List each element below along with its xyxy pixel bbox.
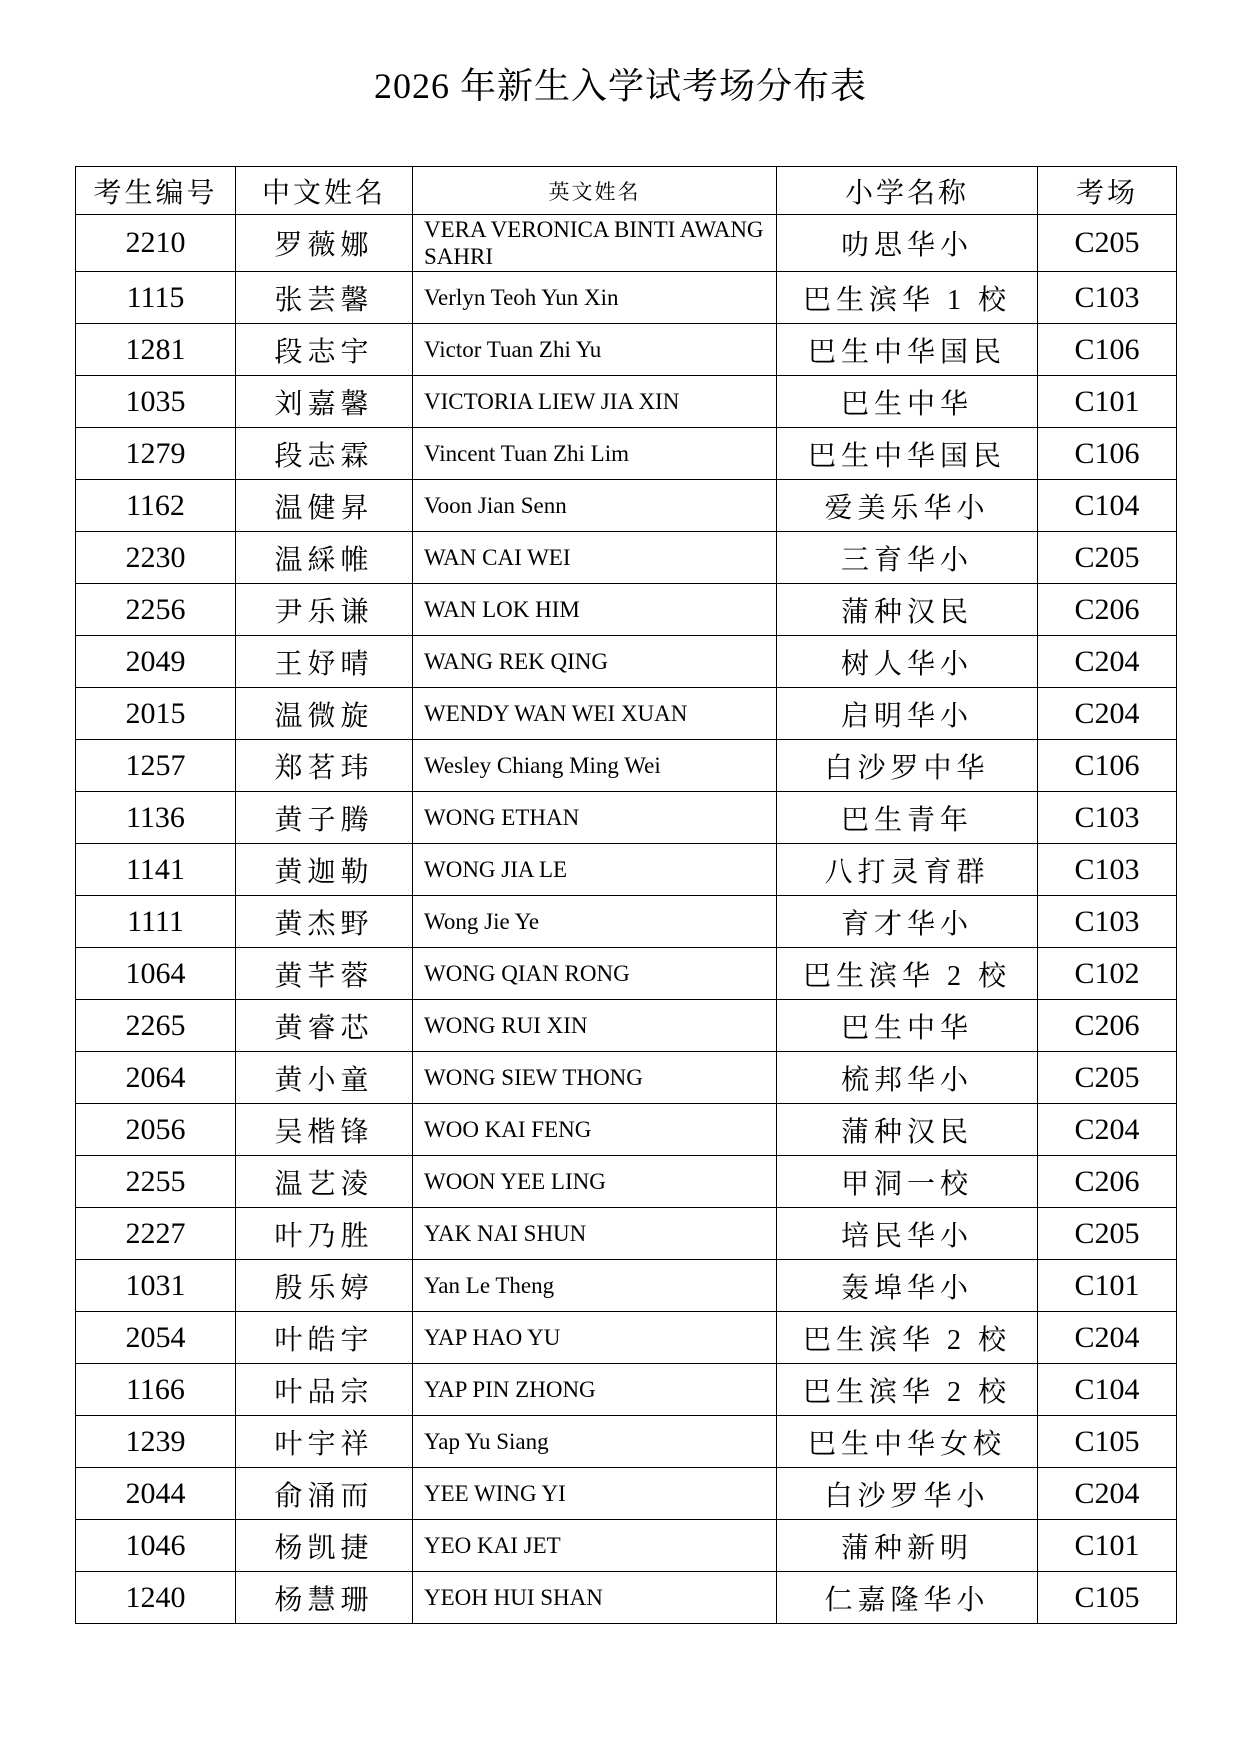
cell-chinese-name: 尹乐谦 [236,584,413,636]
cell-english-name: WONG JIA LE [413,844,777,896]
cell-exam-room: C103 [1038,844,1177,896]
cell-school-name: 巴生中华 [777,1000,1038,1052]
table-row [76,844,1177,896]
table-row [76,1156,1177,1208]
cell-candidate-number: 2015 [76,688,236,740]
cell-english-name: Wesley Chiang Ming Wei [413,740,777,792]
table-row [76,1000,1177,1052]
cell-candidate-number: 2056 [76,1104,236,1156]
cell-candidate-number: 1136 [76,792,236,844]
cell-english-name: Wong Jie Ye [413,896,777,948]
cell-chinese-name: 杨凯捷 [236,1520,413,1572]
cell-exam-room: C106 [1038,428,1177,480]
cell-candidate-number: 1257 [76,740,236,792]
table-row [76,1312,1177,1364]
cell-english-name: Yan Le Theng [413,1260,777,1312]
header-school-name: 小学名称 [777,167,1038,215]
cell-chinese-name: 刘嘉馨 [236,376,413,428]
cell-chinese-name: 王妤晴 [236,636,413,688]
cell-chinese-name: 温微旋 [236,688,413,740]
cell-exam-room: C105 [1038,1572,1177,1624]
header-english-name: 英文姓名 [413,167,777,215]
table-row [76,428,1177,480]
cell-chinese-name: 叶乃胜 [236,1208,413,1260]
table-row [76,1104,1177,1156]
cell-school-name: 巴生滨华 2 校 [777,1312,1038,1364]
cell-chinese-name: 郑茗玮 [236,740,413,792]
cell-school-name: 培民华小 [777,1208,1038,1260]
cell-english-name: Victor Tuan Zhi Yu [413,324,777,376]
cell-english-name: WONG QIAN RONG [413,948,777,1000]
cell-school-name: 叻思华小 [777,215,1038,272]
cell-exam-room: C101 [1038,376,1177,428]
table-row [76,896,1177,948]
cell-chinese-name: 叶皓宇 [236,1312,413,1364]
cell-english-name: VERA VERONICA BINTI AWANG SAHRI [413,215,777,272]
page-title: 2026 年新生入学试考场分布表 [373,66,867,106]
cell-candidate-number: 1239 [76,1416,236,1468]
cell-exam-room: C101 [1038,1520,1177,1572]
cell-exam-room: C204 [1038,688,1177,740]
table-body [76,215,1177,1624]
cell-chinese-name: 温綵帷 [236,532,413,584]
cell-chinese-name: 黄杰野 [236,896,413,948]
table-row [76,272,1177,324]
cell-chinese-name: 杨慧珊 [236,1572,413,1624]
cell-school-name: 蒲种新明 [777,1520,1038,1572]
table-row [76,324,1177,376]
cell-exam-room: C101 [1038,1260,1177,1312]
cell-english-name: WAN LOK HIM [413,584,777,636]
cell-english-name: WENDY WAN WEI XUAN [413,688,777,740]
cell-english-name: WOON YEE LING [413,1156,777,1208]
cell-exam-room: C205 [1038,1208,1177,1260]
cell-english-name: WANG REK QING [413,636,777,688]
cell-candidate-number: 2049 [76,636,236,688]
table-row [76,1572,1177,1624]
cell-exam-room: C205 [1038,1052,1177,1104]
cell-school-name: 巴生青年 [777,792,1038,844]
cell-chinese-name: 殷乐婷 [236,1260,413,1312]
cell-english-name: YAP HAO YU [413,1312,777,1364]
cell-english-name: YAP PIN ZHONG [413,1364,777,1416]
cell-english-name: VICTORIA LIEW JIA XIN [413,376,777,428]
cell-exam-room: C103 [1038,272,1177,324]
cell-school-name: 白沙罗华小 [777,1468,1038,1520]
cell-candidate-number: 1162 [76,480,236,532]
cell-school-name: 巴生中华女校 [777,1416,1038,1468]
table-row [76,792,1177,844]
cell-chinese-name: 俞涌而 [236,1468,413,1520]
cell-english-name: Yap Yu Siang [413,1416,777,1468]
table-row [76,1052,1177,1104]
cell-candidate-number: 1281 [76,324,236,376]
cell-school-name: 三育华小 [777,532,1038,584]
cell-candidate-number: 1031 [76,1260,236,1312]
cell-exam-room: C204 [1038,1468,1177,1520]
cell-chinese-name: 黄小童 [236,1052,413,1104]
cell-exam-room: C104 [1038,480,1177,532]
cell-english-name: Voon Jian Senn [413,480,777,532]
cell-candidate-number: 1064 [76,948,236,1000]
table-row [76,480,1177,532]
cell-school-name: 八打灵育群 [777,844,1038,896]
cell-school-name: 爱美乐华小 [777,480,1038,532]
cell-exam-room: C102 [1038,948,1177,1000]
table-row [76,215,1177,272]
cell-english-name: YEO KAI JET [413,1520,777,1572]
cell-exam-room: C206 [1038,584,1177,636]
exam-venue-table [75,166,1177,1624]
cell-english-name: WOO KAI FENG [413,1104,777,1156]
cell-school-name: 巴生中华国民 [777,324,1038,376]
cell-candidate-number: 1115 [76,272,236,324]
cell-chinese-name: 张芸馨 [236,272,413,324]
cell-school-name: 巴生中华国民 [777,428,1038,480]
cell-school-name: 巴生滨华 1 校 [777,272,1038,324]
cell-chinese-name: 段志宇 [236,324,413,376]
cell-chinese-name: 温艺淩 [236,1156,413,1208]
table-row [76,688,1177,740]
cell-english-name: WONG RUI XIN [413,1000,777,1052]
cell-school-name: 轰埠华小 [777,1260,1038,1312]
cell-english-name: Verlyn Teoh Yun Xin [413,272,777,324]
cell-candidate-number: 2230 [76,532,236,584]
cell-chinese-name: 叶品宗 [236,1364,413,1416]
header-candidate-number: 考生编号 [76,167,236,215]
cell-chinese-name: 吴楷锋 [236,1104,413,1156]
cell-exam-room: C103 [1038,896,1177,948]
cell-exam-room: C103 [1038,792,1177,844]
cell-chinese-name: 黄芊蓉 [236,948,413,1000]
cell-exam-room: C204 [1038,636,1177,688]
cell-english-name: WAN CAI WEI [413,532,777,584]
table-row [76,1364,1177,1416]
cell-candidate-number: 1240 [76,1572,236,1624]
table-row [76,636,1177,688]
table-header-row [76,167,1177,215]
cell-school-name: 仁嘉隆华小 [777,1572,1038,1624]
cell-english-name: WONG ETHAN [413,792,777,844]
cell-candidate-number: 1279 [76,428,236,480]
cell-school-name: 育才华小 [777,896,1038,948]
table-row [76,376,1177,428]
table-row [76,1468,1177,1520]
cell-school-name: 蒲种汉民 [777,1104,1038,1156]
cell-english-name: WONG SIEW THONG [413,1052,777,1104]
cell-school-name: 巴生中华 [777,376,1038,428]
cell-candidate-number: 1035 [76,376,236,428]
header-chinese-name: 中文姓名 [236,167,413,215]
cell-candidate-number: 1166 [76,1364,236,1416]
table-row [76,1520,1177,1572]
cell-english-name: YEOH HUI SHAN [413,1572,777,1624]
header-exam-room: 考场 [1038,167,1177,215]
cell-exam-room: C206 [1038,1156,1177,1208]
table-row [76,584,1177,636]
cell-exam-room: C205 [1038,215,1177,272]
cell-chinese-name: 黄迦勒 [236,844,413,896]
cell-candidate-number: 1046 [76,1520,236,1572]
cell-school-name: 蒲种汉民 [777,584,1038,636]
cell-school-name: 巴生滨华 2 校 [777,948,1038,1000]
table-row [76,948,1177,1000]
cell-candidate-number: 2064 [76,1052,236,1104]
cell-english-name: YEE WING YI [413,1468,777,1520]
table-row [76,740,1177,792]
cell-exam-room: C205 [1038,532,1177,584]
cell-chinese-name: 叶宇祥 [236,1416,413,1468]
cell-school-name: 甲洞一校 [777,1156,1038,1208]
cell-candidate-number: 2044 [76,1468,236,1520]
cell-school-name: 启明华小 [777,688,1038,740]
cell-candidate-number: 1111 [76,896,236,948]
cell-candidate-number: 2210 [76,215,236,272]
cell-exam-room: C106 [1038,324,1177,376]
table-row [76,1208,1177,1260]
cell-candidate-number: 2054 [76,1312,236,1364]
cell-english-name: Vincent Tuan Zhi Lim [413,428,777,480]
table-row [76,1416,1177,1468]
cell-chinese-name: 黄子腾 [236,792,413,844]
cell-chinese-name: 罗薇娜 [236,215,413,272]
cell-chinese-name: 黄睿芯 [236,1000,413,1052]
cell-candidate-number: 2227 [76,1208,236,1260]
cell-candidate-number: 1141 [76,844,236,896]
cell-candidate-number: 2255 [76,1156,236,1208]
table-row [76,1260,1177,1312]
cell-chinese-name: 温健昇 [236,480,413,532]
table-row [76,532,1177,584]
cell-exam-room: C206 [1038,1000,1177,1052]
cell-school-name: 巴生滨华 2 校 [777,1364,1038,1416]
cell-english-name: YAK NAI SHUN [413,1208,777,1260]
cell-exam-room: C104 [1038,1364,1177,1416]
cell-school-name: 梳邦华小 [777,1052,1038,1104]
cell-chinese-name: 段志霖 [236,428,413,480]
cell-candidate-number: 2265 [76,1000,236,1052]
cell-exam-room: C204 [1038,1312,1177,1364]
cell-candidate-number: 2256 [76,584,236,636]
cell-school-name: 树人华小 [777,636,1038,688]
cell-school-name: 白沙罗中华 [777,740,1038,792]
cell-exam-room: C106 [1038,740,1177,792]
cell-exam-room: C204 [1038,1104,1177,1156]
cell-exam-room: C105 [1038,1416,1177,1468]
